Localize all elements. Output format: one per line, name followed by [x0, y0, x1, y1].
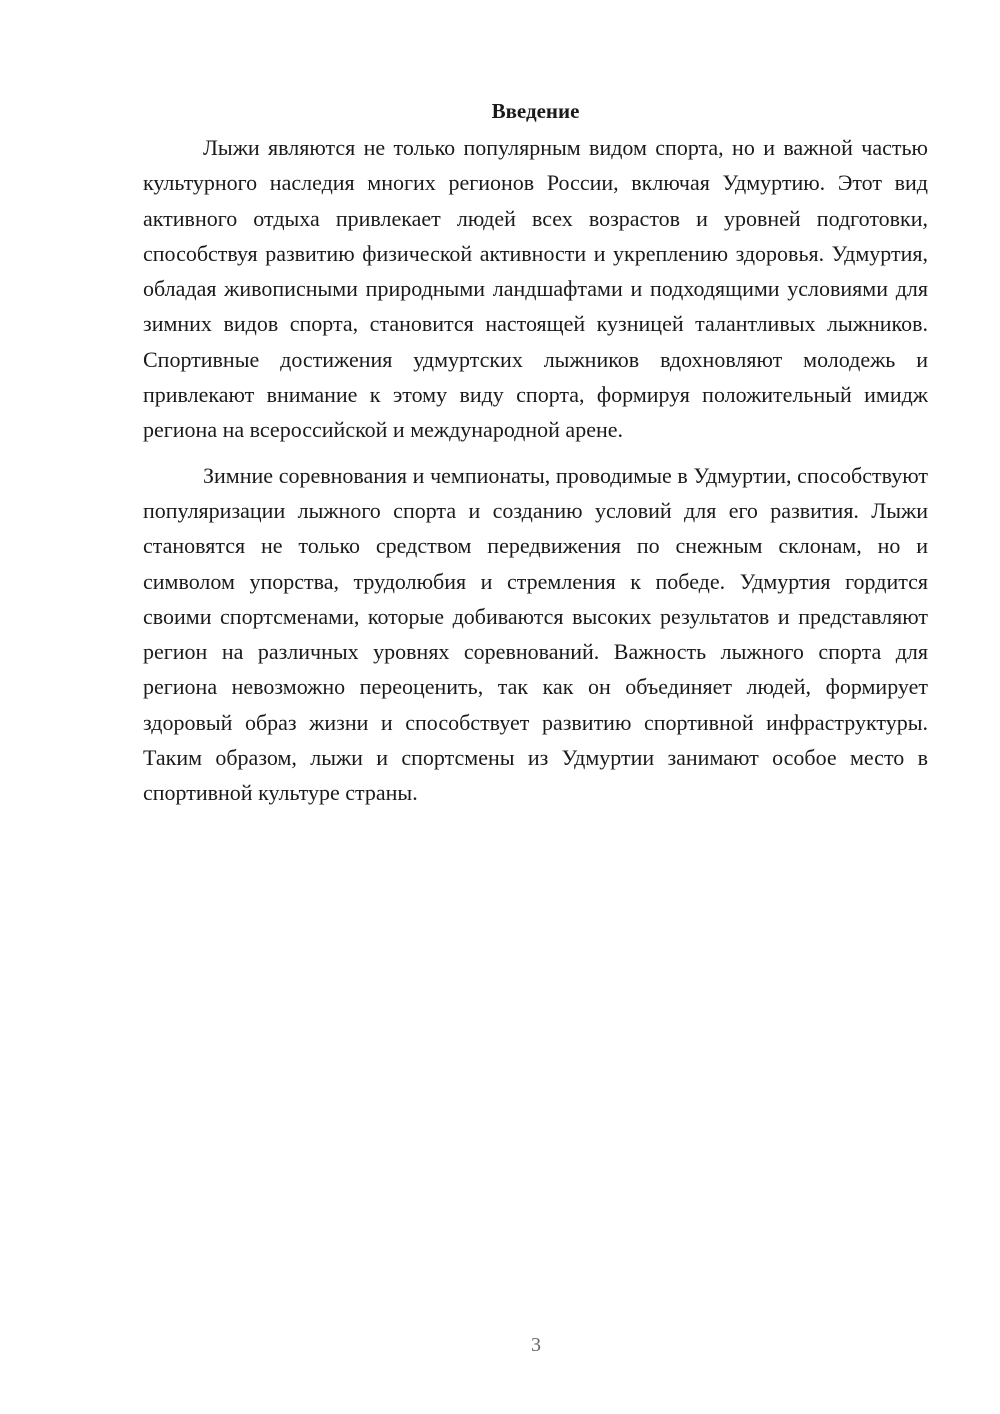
page-content [143, 96, 928, 811]
section-title: Введение [491, 99, 580, 123]
page-number: 3 [531, 1334, 541, 1356]
paragraph-1: Лыжи являются не только популярным видом спорта, но и важной частью культурного наследия многих регионов России, включая Удмуртию. Этот вид активного отдыха привлекает людей всех возрастов и уровней подготовки, способствуя развитию физической активности и укреплению здоровья. Удмуртия, обладая живописными природными ландшафтами и подходящими условиями для зимних видов спорта, становится настоящей кузницей талантливых лыжников. Спортивные достижения удмуртских лыжников вдохновляют молодежь и привлекают внимание к этому виду спорта, формируя положительный имидж региона на всероссийской и международной арене. [143, 135, 928, 443]
paragraph-2: Зимние соревнования и чемпионаты, проводимые в Удмуртии, способствуют популяризации лыжного спорта и созданию условий для его развития. Лыжи становятся не только средством передвижения по снежным склонам, но и символом упорства, трудолюбия и стремления к победе. Удмуртия гордится своими спортсменами, которые добиваются высоких результатов и представляют регион на различных уровнях соревнований. Важность лыжного спорта для региона невозможно переоценить, так как он объединяет людей, формирует здоровый образ жизни и способствует развитию спортивной инфраструктуры. Таким образом, лыжи и спортсмены из Удмуртии занимают особое место в спортивной культуре страны. [143, 462, 928, 806]
